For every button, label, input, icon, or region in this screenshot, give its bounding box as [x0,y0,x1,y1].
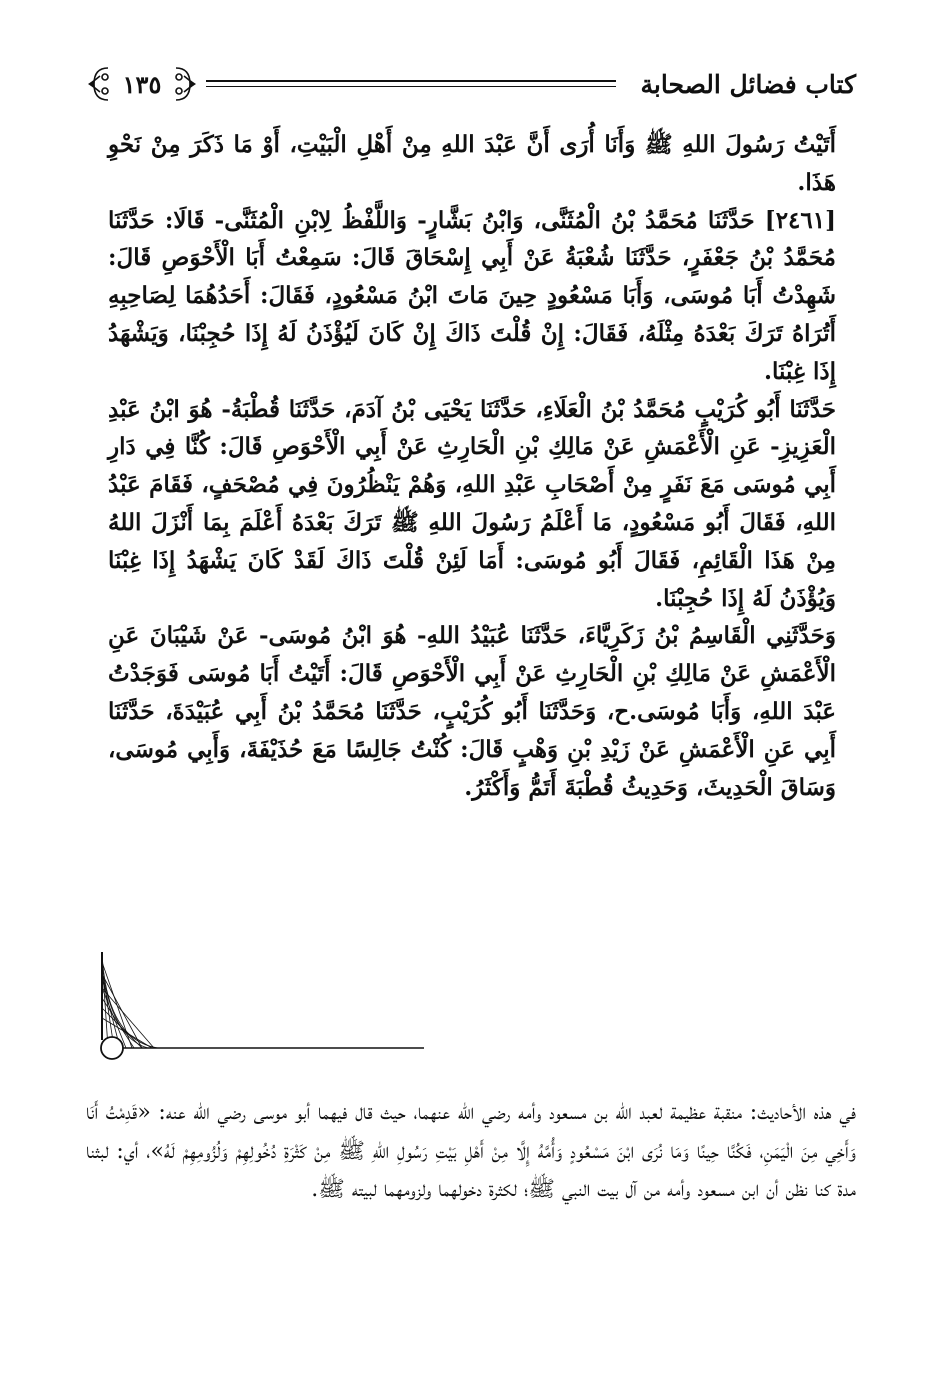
corner-ornament-graphic [98,948,428,1062]
corner-ornament [98,948,428,1062]
hadith-text [108,126,836,806]
page-number-frame [86,64,198,104]
page-header [86,64,856,112]
paragraph: أَتَيْتُ رَسُولَ اللهِ ﷺ وَأَنَا أُرَى أَنَّ عَبْدَ اللهِ مِنْ أَهْلِ الْبَيْتِ، أَوْ مَا ذَكَرَ مِنْ نَحْوِ هَذَا. [108,131,836,196]
commentary [86,1094,856,1210]
book-title: كتاب فضائل الصحابة [640,70,856,99]
page-number: ١٣٥ [122,70,162,99]
paragraph: وَحَدَّثَنِي الْقَاسِمُ بْنُ زَكَرِيَّاءَ، حَدَّثَنَا عُبَيْدُ اللهِ- هُوَ ابْنُ مُوسَى- عَنْ شَيْبَانَ عَنِ الْأَعْمَشِ عَنْ مَالِكِ بْنِ الْحَارِثِ عَنْ أَبِي الْأَحْوَصِ قَالَ: أَتَيْتُ أَبَا مُوسَى فَوَجَدْتُ عَبْدَ اللهِ، وَأَبَا مُوسَى.ح، وَحَدَّثَنَا أَبُو كُرَيْبٍ، حَدَّثَنَا مُحَمَّدُ بْنُ أَبِي عُبَيْدَةَ، حَدَّثَنَا أَبِي عَنِ الْأَعْمَشِ عَنْ زَيْدِ بْنِ وَهْبٍ قَالَ: كُنْتُ جَالِسًا مَعَ حُذَيْفَةَ، وَأَبِي مُوسَى، وَسَاقَ الْحَدِيثَ، وَحَدِيثُ قُطْبَةَ أَتَمُّ وَأَكْثَرُ. [108,622,836,801]
commentary-text: في هذه الأحاديث: منقبة عظيمة لعبد الله بن مسعود وأمه رضي الله عنهما، حيث قال فيهما أبو موسى رضي الله عنه: «قَدِمْتُ أَنَا وَأَخِي مِنَ الْيَمَنِ، فَكُنَّا حِينًا وَمَا نُرَى ابْنَ مَسْعُودٍ وَأُمَّهُ إِلَّا مِنْ أَهْلِ بَيْتِ رَسُولِ اللهِ ﷺ مِنْ كَثْرَةِ دُخُولِهِمْ وَلُزُومِهِمْ لَهُ»، أي: لبثنا مدة كنا نظن أن ابن مسعود وأمه من آل بيت النبي ﷺ؛ لكثرة دخولهما ولزومهما لبيته ﷺ. [86,1100,856,1202]
paragraph: [٢٤٦١] حَدَّثَنَا مُحَمَّدُ بْنُ الْمُثَنَّى، وَابْنُ بَشَّارٍ- وَاللَّفْظُ لِابْنِ الْمُثَنَّى- قَالَا: حَدَّثَنَا مُحَمَّدُ بْنُ جَعْفَرٍ، حَدَّثَنَا شُعْبَةُ عَنْ أَبِي إِسْحَاقَ قَالَ: سَمِعْتُ أَبَا الْأَحْوَصِ قَالَ: شَهِدْتُ أَبَا مُوسَى، وَأَبَا مَسْعُودٍ حِينَ مَاتَ ابْنُ مَسْعُودٍ، فَقَالَ: أَحَدُهُمَا لِصَاحِبِهِ أَتُرَاهُ تَرَكَ بَعْدَهُ مِثْلَهُ، فَقَالَ: إِنْ قُلْتَ ذَاكَ إِنْ كَانَ لَيُؤْذَنُ لَهُ إِذَا حُجِبْنَا، وَيَشْهَدُ إِذَا غِبْنَا. [108,206,836,385]
paragraph: حَدَّثَنَا أَبُو كُرَيْبٍ مُحَمَّدُ بْنُ الْعَلَاءِ، حَدَّثَنَا يَحْيَى بْنُ آدَمَ، حَدَّثَنَا قُطْبَةُ- هُوَ ابْنُ عَبْدِ الْعَزِيزِ- عَنِ الْأَعْمَشِ عَنْ مَالِكِ بْنِ الْحَارِثِ عَنْ أَبِي الْأَحْوَصِ قَالَ: كُنَّا فِي دَارِ أَبِي مُوسَى مَعَ نَفَرٍ مِنْ أَصْحَابِ عَبْدِ اللهِ، وَهُمْ يَنْظُرُونَ فِي مُصْحَفٍ، فَقَامَ عَبْدُ اللهِ، فَقَالَ أَبُو مَسْعُودٍ، مَا أَعْلَمُ رَسُولَ اللهِ ﷺ تَرَكَ بَعْدَهُ أَعْلَمَ بِمَا أَنْزَلَ اللهُ مِنْ هَذَا الْقَائِمِ، فَقَالَ أَبُو مُوسَى: أَمَا لَئِنْ قُلْتَ ذَاكَ لَقَدْ كَانَ يَشْهَدُ إِذَا غِبْنَا وَيُؤْذَنُ لَهُ إِذَا حُجِبْنَا. [108,395,836,612]
header-rule [206,80,616,87]
